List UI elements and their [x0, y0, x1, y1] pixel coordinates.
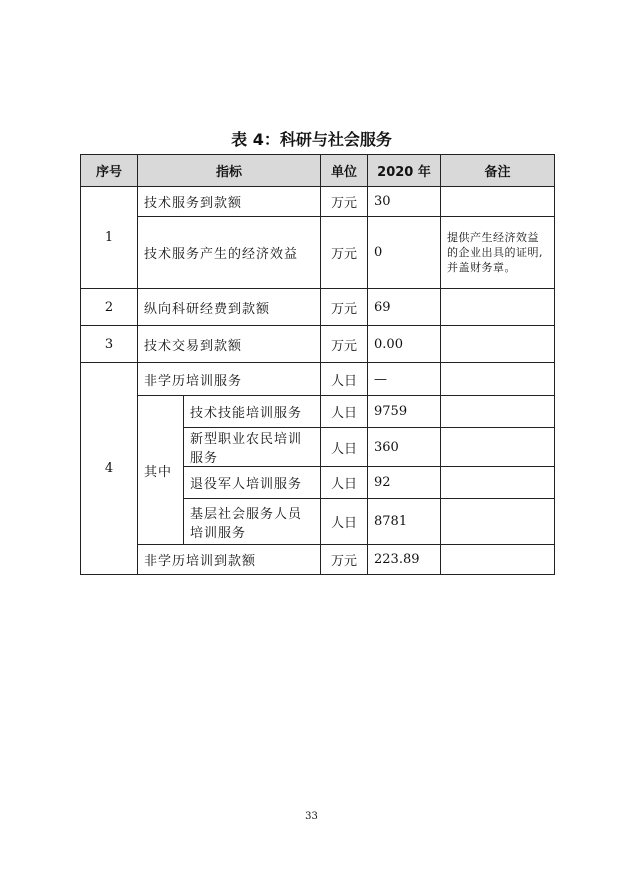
header-row	[81, 155, 555, 187]
table-row	[81, 545, 555, 575]
header-year: 2020 年	[368, 155, 441, 187]
indicator-cell: 基层社会服务人员培训服务	[184, 499, 321, 545]
unit-cell: 人日	[321, 467, 368, 499]
remark-cell	[441, 363, 555, 396]
table-row	[81, 326, 555, 363]
remark-cell	[441, 467, 555, 499]
value-cell: 8781	[368, 499, 441, 545]
unit-cell: 万元	[321, 326, 368, 363]
indicator-cell: 技术服务到款额	[138, 187, 321, 217]
remark-cell	[441, 396, 555, 428]
seq-cell: 3	[81, 326, 138, 363]
indicator-cell: 技术交易到款额	[138, 326, 321, 363]
remark-cell	[441, 289, 555, 326]
value-cell: 223.89	[368, 545, 441, 575]
value-cell: 30	[368, 187, 441, 217]
value-cell: 360	[368, 428, 441, 467]
value-cell: 0	[368, 217, 441, 289]
table-row	[81, 396, 555, 428]
seq-cell: 1	[81, 187, 138, 289]
indicator-cell: 退役军人培训服务	[184, 467, 321, 499]
table-row	[81, 289, 555, 326]
header-remark: 备注	[441, 155, 555, 187]
unit-cell: 万元	[321, 187, 368, 217]
remark-cell	[441, 326, 555, 363]
header-seq: 序号	[81, 155, 138, 187]
remark-cell: 提供产生经济效益的企业出具的证明,并盖财务章。	[441, 217, 555, 289]
remark-cell	[441, 499, 555, 545]
table-row	[81, 363, 555, 396]
unit-cell: 人日	[321, 396, 368, 428]
table-title: 表 4：科研与社会服务	[231, 130, 392, 149]
value-cell: 9759	[368, 396, 441, 428]
remark-cell	[441, 187, 555, 217]
indicator-cell: 技术技能培训服务	[184, 396, 321, 428]
unit-cell: 人日	[321, 499, 368, 545]
unit-cell: 人日	[321, 363, 368, 396]
header-unit: 单位	[321, 155, 368, 187]
remark-cell	[441, 545, 555, 575]
value-cell: 0.00	[368, 326, 441, 363]
value-cell: 92	[368, 467, 441, 499]
indicator-cell: 新型职业农民培训服务	[184, 428, 321, 467]
value-cell: 69	[368, 289, 441, 326]
seq-cell: 4	[81, 363, 138, 575]
indicator-cell: 技术服务产生的经济效益	[138, 217, 321, 289]
remark-cell	[441, 428, 555, 467]
group-label-cell: 其中	[138, 396, 184, 545]
indicator-cell: 非学历培训服务	[138, 363, 321, 396]
research-service-table	[80, 154, 555, 575]
unit-cell: 万元	[321, 217, 368, 289]
seq-cell: 2	[81, 289, 138, 326]
page-number: 33	[305, 811, 318, 822]
table-row	[81, 217, 555, 289]
unit-cell: 万元	[321, 545, 368, 575]
indicator-cell: 纵向科研经费到款额	[138, 289, 321, 326]
indicator-cell: 非学历培训到款额	[138, 545, 321, 575]
header-indicator: 指标	[138, 155, 321, 187]
value-cell: —	[368, 363, 441, 396]
unit-cell: 万元	[321, 289, 368, 326]
table-row	[81, 187, 555, 217]
unit-cell: 人日	[321, 428, 368, 467]
